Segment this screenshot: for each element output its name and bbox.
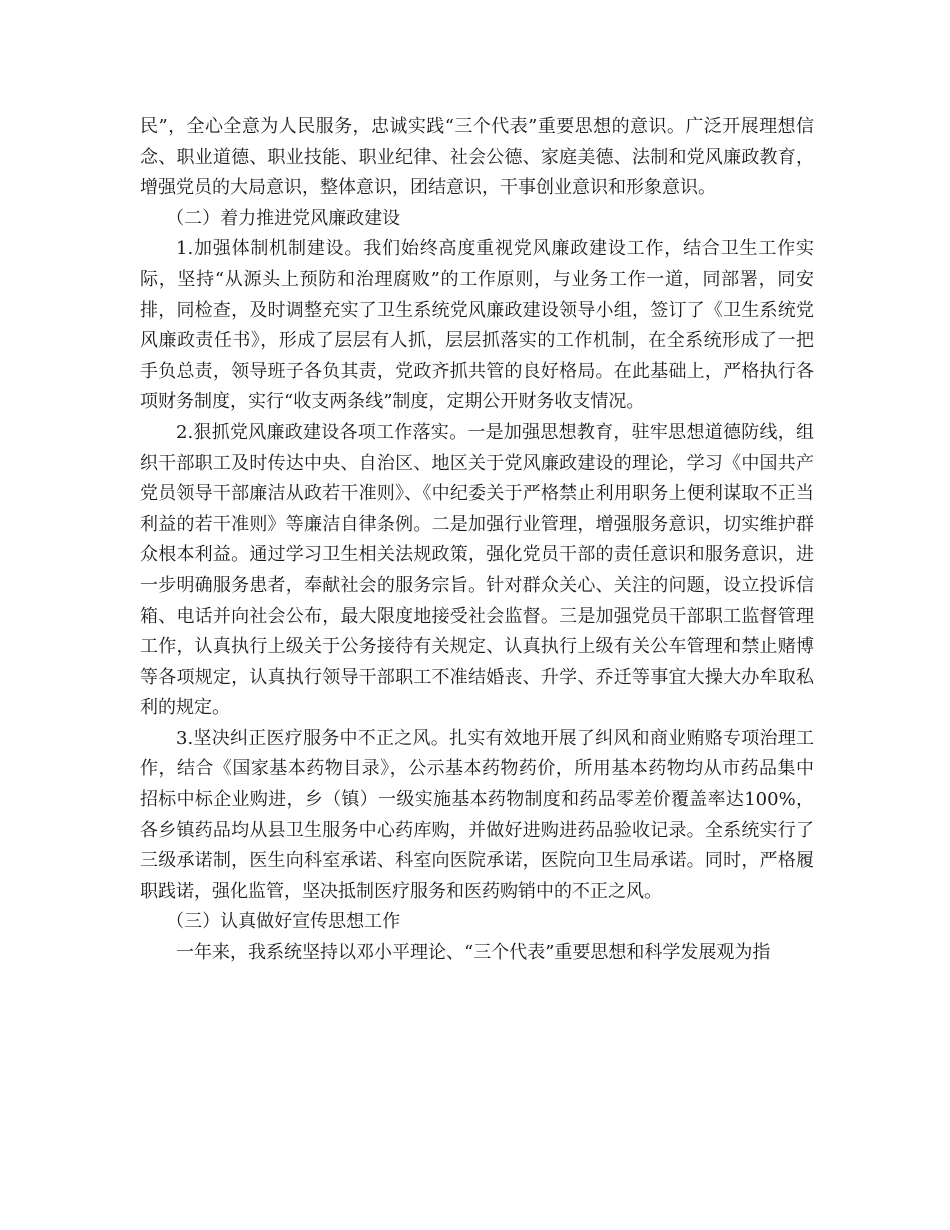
paragraph-propaganda: 一年来，我系统坚持以邓小平理论、“三个代表”重要思想和科学发展观为指 bbox=[176, 942, 771, 964]
paragraph-system-building: 1.加强体制机制建设。我们始终高度重视党风廉政建设工作，结合卫生工作实际，坚持“从源头上预防和治理腐败”的工作原则，与业务工作一道，同部署，同安排，同检查，及时调整充实了卫生系统党风廉政建设领导小组，签订了《卫生系统党风廉政责任书》，形成了层层有人抓，层层抓落实的工作机制，在全系统形成了一把手负总责，领导班子各负其责，党政齐抓共管的良好格局。在此基础上，严格执行各项财务制度，实行“收支两条线”制度，定期公开财务收支情况。 bbox=[140, 238, 814, 413]
paragraph-medical-service: 3.坚决纠正医疗服务中不正之风。扎实有效地开展了纠风和商业贿赂专项治理工作，结合《国家基本药物目录》，公示基本药物药价，所用基本药物均从市药品集中招标中标企业购进，乡（镇）一级实施基本药物制度和药品零差价覆盖率达100%，各乡镇药品均从县卫生服务中心药库购，并做好进购进药品验收记录。全系统实行了三级承诺制，医生向科室承诺、科室向医院承诺，医院向卫生局承诺。同时，严格履职践诺，强化监管，坚决抵制医疗服务和医药购销中的不正之风。 bbox=[140, 727, 814, 902]
paragraph-work-implementation: 2.狠抓党风廉政建设各项工作落实。一是加强思想教育，驻牢思想道德防线，组织干部职工及时传达中央、自治区、地区关于党风廉政建设的理论，学习《中国共产党员领导干部廉洁从政若干准则》、《中纪委关于严格禁止利用职务上便利谋取不正当利益的若干准则》等廉洁自律条例。二是加强行业管理，增强服务意识，切实维护群众根本利益。通过学习卫生相关法规政策，强化党员干部的责任意识和服务意识，进一步明确服务患者，奉献社会的服务宗旨。针对群众关心、关注的问题，设立投诉信箱、电话并向社会公布，最大限度地接受社会监督。三是加强党员干部职工监督管理工作，认真执行上级关于公务接待有关规定、认真执行上级有关公车管理和禁止赌博等各项规定，认真执行领导干部职工不准结婚丧、升学、乔迁等事宜大操大办牟取私利的规定。 bbox=[140, 421, 814, 719]
paragraph-intro-continuation: 民”，全心全意为人民服务，忠诚实践“三个代表”重要思想的意识。广泛开展理想信念、职业道德、职业技能、职业纪律、社会公德、家庭美德、法制和党风廉政教育，增强党员的大局意识，整体意识，团结意识，干事创业意识和形象意识。 bbox=[140, 116, 814, 199]
document-page bbox=[140, 112, 814, 969]
section-heading-2: （二）着力推进党风廉政建设 bbox=[166, 207, 401, 229]
section-heading-3: （三）认真做好宣传思想工作 bbox=[166, 911, 401, 933]
